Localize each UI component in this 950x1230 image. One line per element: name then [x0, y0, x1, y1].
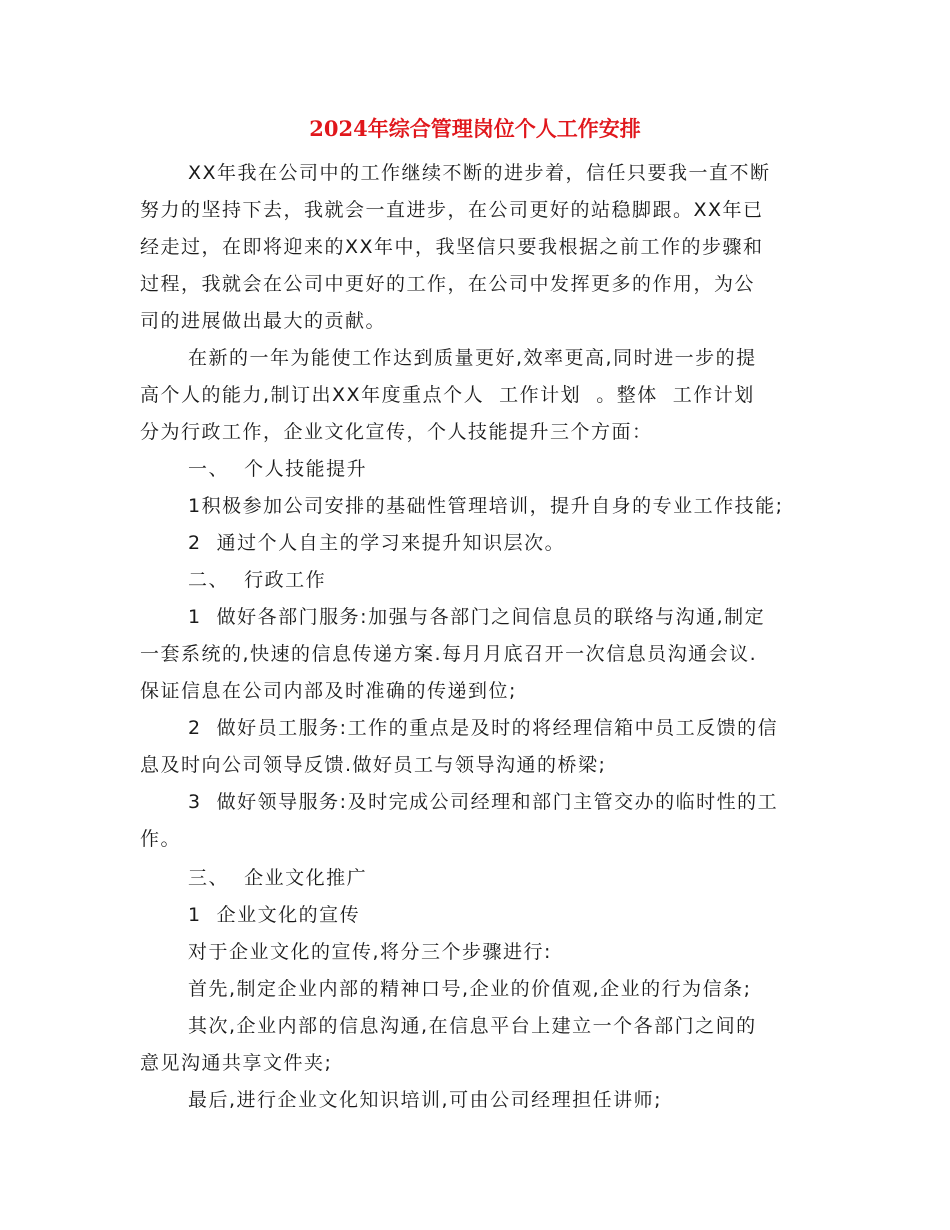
paragraph-line: 经走过，在即将迎来的XX年中，我坚信只要我根据之前工作的步骤和 — [140, 236, 764, 258]
paragraph-line: 一套系统的,快速的信息传递方案.每月月底召开一次信息员沟通会议. — [140, 643, 758, 665]
paragraph-line: 司的进展做出最大的贡献。 — [140, 310, 387, 332]
document-title: 2024年综合管理岗位个人工作安排 — [309, 116, 641, 141]
paragraph-line: 息及时向公司领导反馈.做好员工与领导沟通的桥梁; — [140, 754, 607, 776]
list-item: 1积极参加公司安排的基础性管理培训，提升自身的专业工作技能; — [188, 495, 784, 517]
paragraph-line: 意见沟通共享文件夹; — [140, 1052, 333, 1074]
section-heading: 一、 个人技能提升 — [188, 458, 368, 480]
paragraph-line: XX年我在公司中的工作继续不断的进步着，信任只要我一直不断 — [188, 162, 771, 184]
list-item: 2 做好员工服务:工作的重点是及时的将经理信箱中员工反馈的信 — [188, 717, 779, 739]
paragraph-line: 最后,进行企业文化知识培训,可由公司经理担任讲师; — [188, 1089, 662, 1111]
paragraph-line: 在新的一年为能使工作达到质量更好,效率更高,同时进一步的提 — [188, 347, 757, 369]
paragraph-line: 努力的坚持下去，我就会一直进步，在公司更好的站稳脚跟。XX年已 — [140, 199, 764, 221]
paragraph-line: 对于企业文化的宣传,将分三个步骤进行: — [188, 941, 552, 963]
paragraph-line: 首先,制定企业内部的精神口号,企业的价值观,企业的行为信条; — [188, 978, 752, 1000]
list-item: 1 做好各部门服务:加强与各部门之间信息员的联络与沟通,制定 — [188, 606, 766, 628]
list-item: 2 通过个人自主的学习来提升知识层次。 — [188, 532, 566, 554]
paragraph-line: 保证信息在公司内部及时准确的传递到位; — [140, 680, 517, 702]
paragraph-line: 其次,企业内部的信息沟通,在信息平台上建立一个各部门之间的 — [188, 1015, 757, 1037]
paragraph-line: 过程，我就会在公司中更好的工作，在公司中发挥更多的作用，为公 — [140, 273, 756, 295]
list-item: 3 做好领导服务:及时完成公司经理和部门主管交办的临时性的工 — [188, 791, 779, 813]
section-heading: 二、 行政工作 — [188, 569, 327, 591]
paragraph-line: 分为行政工作，企业文化宣传，个人技能提升三个方面： — [140, 421, 653, 443]
section-heading: 三、 企业文化推广 — [188, 867, 368, 889]
paragraph-line: 作。 — [140, 828, 182, 850]
list-item: 1 企业文化的宣传 — [188, 904, 361, 926]
paragraph-line: 高个人的能力,制订出XX年度重点个人 工作计划 。整体 工作计划 — [140, 384, 755, 406]
